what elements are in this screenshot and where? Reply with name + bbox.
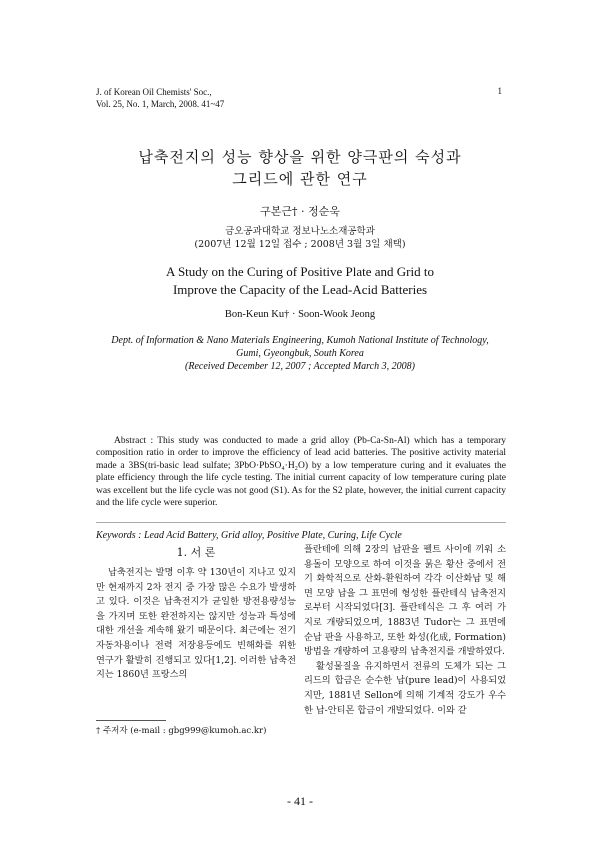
korean-affiliation: 금오공과대학교 정보나노소재공학과 [225, 226, 375, 237]
keywords-divider [96, 522, 506, 523]
affiliation-line1: Dept. of Information & Nano Materials Engineering, Kumoh National Institute of Technology, [111, 335, 489, 346]
korean-title-line2: 그리드에 관한 연구 [232, 170, 368, 188]
abstract-label: Abstract [114, 436, 147, 446]
abstract-text: : This study was conducted to made a grid alloy (Pb-Ca-Sn-Al) which has a temporary composition ratio in order to improve the efficiency of lead acid batteries. The positive activity material made a 3BS(tri-basic lead sulfate; 3PbO·PbSO₄·H₂O) by a low temperature curing and it evaluates the plate efficiency through the life cycle testing. The initial current capacity of low temperature curing plate was excellent but the life cycle was not good (S1). As for the S2 plate, however, the initial current capacity and the life cycle were superior. [96, 436, 506, 509]
journal-header [96, 86, 224, 110]
left-column [96, 566, 296, 683]
received-accepted-dates: (Received December 12, 2007 ; Accepted March 3, 2008) [185, 361, 415, 372]
intro-paragraph-1: 납축전지는 발명 이후 약 130년이 지나고 있지만 현재까지 2차 전지 중 가장 많은 수요가 발생하고 있다. 이것은 납축전지가 균일한 방전용량성능을 가지며 또한 완전하지는 않지만 성능과 특성에 대한 개선을 계속해 왔기 때문이다. 최근에는 전기 자동차용이나 전력 저장용등에도 빈해화를 위한 연구가 활발히 진행되고 있다[1,2]. 이러한 납축전지는 1860년 프랑스의 [96, 567, 296, 681]
header-page-number: 1 [497, 86, 502, 96]
affiliation-line2: Gumi, Gyeongbuk, South Korea [236, 348, 364, 359]
section-heading-introduction: 1. 서 론 [176, 546, 216, 559]
korean-dates: (2007년 12월 12일 접수 ; 2008년 3월 3일 채택) [194, 239, 406, 250]
korean-authors: 구본근† · 정순욱 [260, 205, 340, 218]
intro-paragraph-2: 플란테에 의해 2장의 납판을 펠트 사이에 끼워 소용돌이 모양으로 하여 이것을 묽은 황산 중에서 전기 화학적으로 산화-환원하여 각각 이산화납 및 해면 모양 납을 그 표면에 형성한 플란테식 납축전지로부터 시작되었다[3]. 플란테식은 그 후 여러 가지로 개량되었으며, 1883년 Tudor는 그 표면에 순납 판을 사용하고, 또한 화성(化成, Formation) 방법을 개량하여 고용량의 납축전지를 개발하였다. [304, 544, 506, 658]
abstract [96, 435, 506, 509]
english-title-line1: A Study on the Curing of Positive Plate and Grid to [166, 264, 434, 279]
author-footnote: † 주저자 (e-mail : gbg999@kumoh.ac.kr) [96, 726, 267, 736]
right-column [304, 543, 506, 718]
english-authors: Bon-Keun Ku† · Soon-Wook Jeong [224, 309, 376, 320]
page-number: - 41 - [287, 794, 313, 808]
keywords: Keywords : Lead Acid Battery, Grid alloy, Positive Plate, Curing, Life Cycle [96, 530, 402, 541]
english-title-line2: Improve the Capacity of the Lead-Acid Batteries [172, 282, 428, 297]
footnote-divider [96, 720, 166, 721]
intro-paragraph-3: 활성물질을 유지하면서 전류의 도체가 되는 그리드의 합금은 순수한 납(pure lead)이 사용되었지만, 1881년 Sellon에 의해 기계적 강도가 우수한 납-안티몬 합금이 개발되었다. 이와 같 [304, 660, 506, 716]
journal-name: J. of Korean Oil Chemists' Soc., [96, 87, 212, 97]
journal-volume: Vol. 25, No. 1, March, 2008. 41~47 [96, 99, 225, 109]
korean-title-line1: 납축전지의 성능 향상을 위한 양극판의 숙성과 [138, 148, 462, 166]
